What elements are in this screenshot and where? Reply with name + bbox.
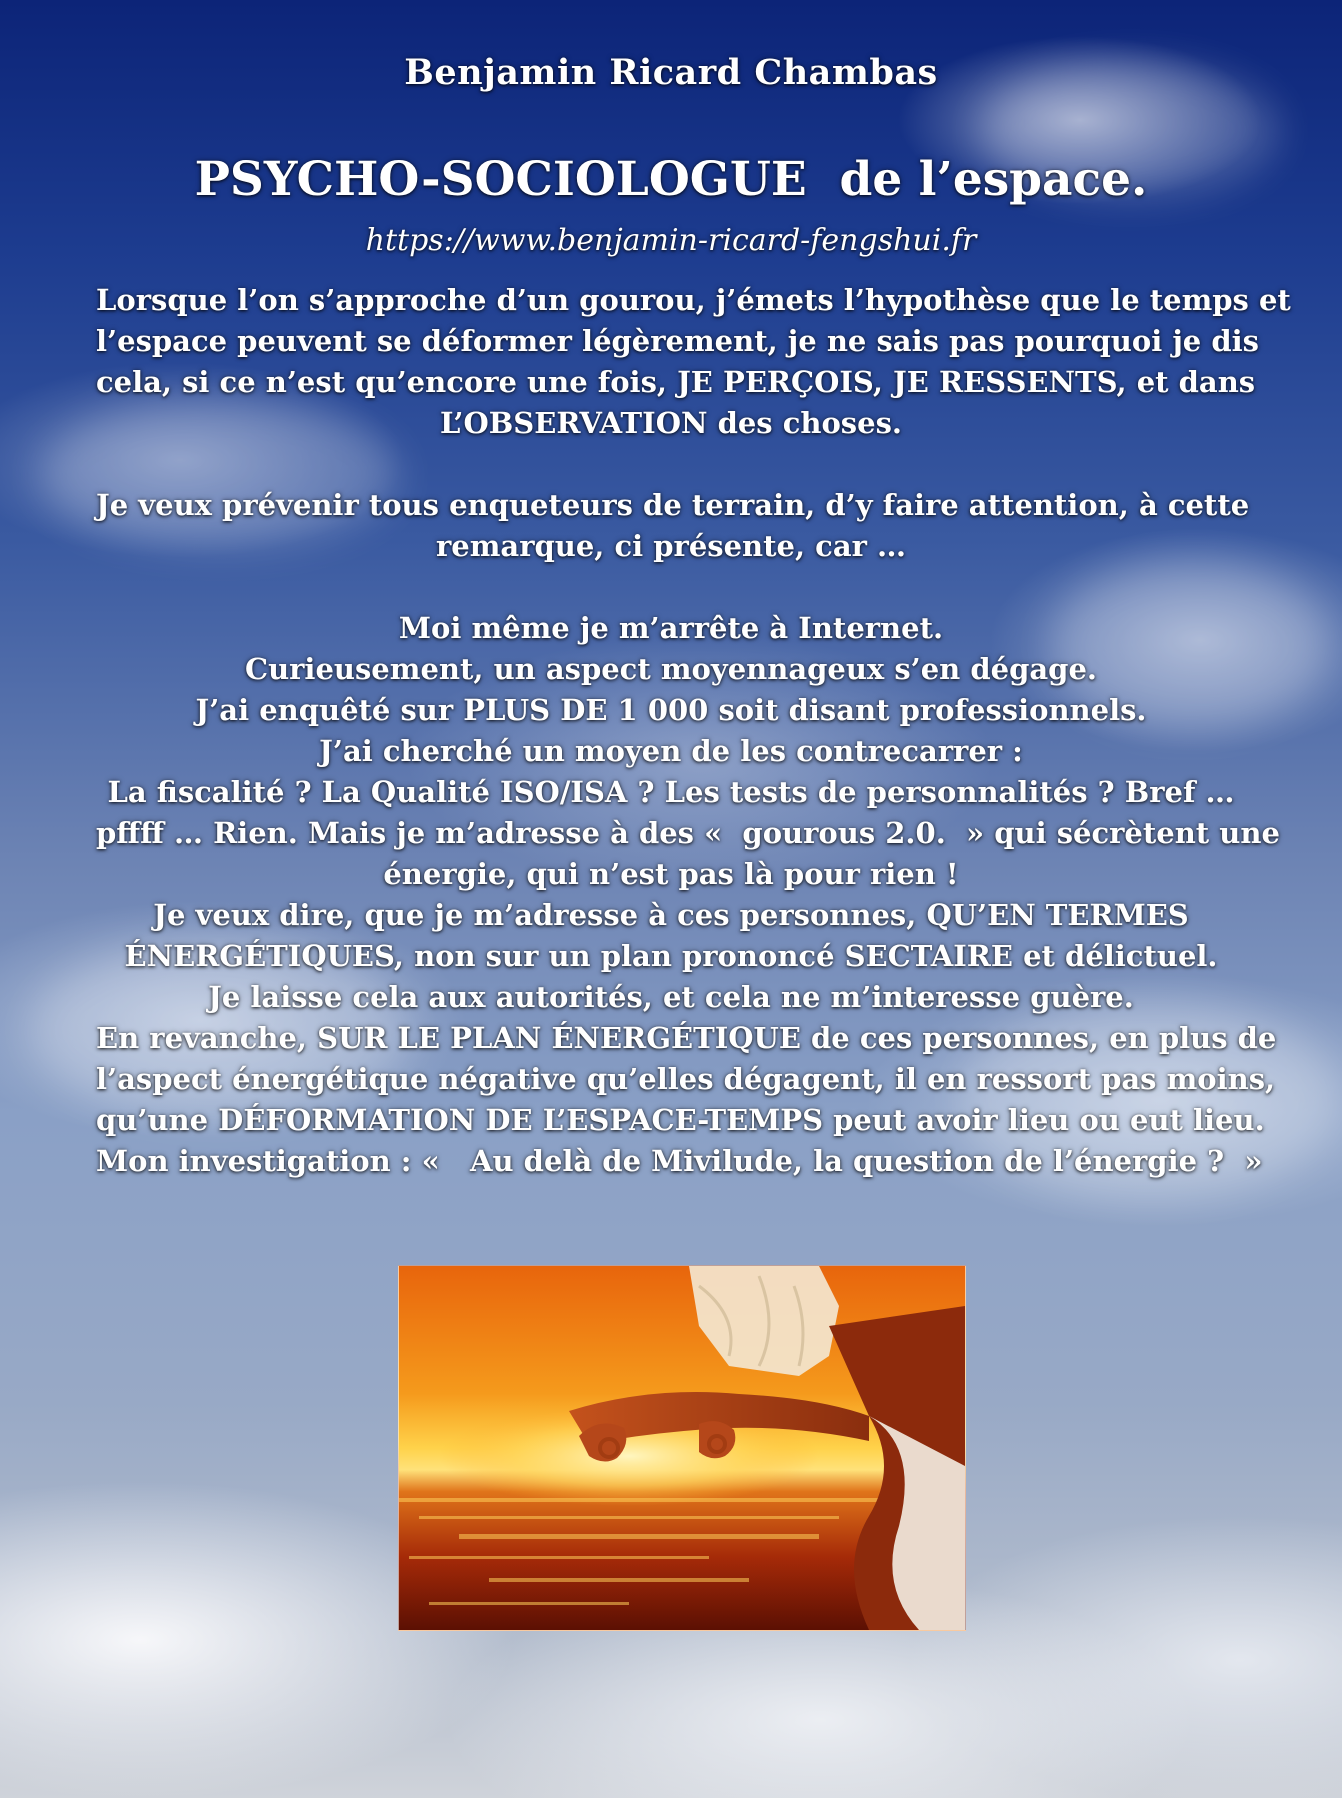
text-line: pffff … Rien. Mais je m’adresse à des « gourous 2.0. » qui sécrètent une (96, 816, 1280, 850)
text-line: Moi même je m’arrête à Internet. (398, 611, 944, 645)
page-title: PSYCHO-SOCIOLOGUE de l’espace. (194, 152, 1148, 207)
text-line: énergie, qui n’est pas là pour rien ! (383, 857, 959, 891)
meditating-hands-sunset-photo (398, 1265, 966, 1631)
text-line: l’espace peuvent se déformer légèrement, je ne sais pas pourquoi je dis (96, 324, 1259, 358)
text-line: J’ai cherché un moyen de les contrecarrer : (319, 734, 1023, 768)
paragraph-gap (96, 567, 1246, 608)
text-line: remarque, ci présente, car … (436, 529, 906, 563)
text-line: ÉNERGÉTIQUES, non sur un plan prononcé SECTAIRE et délictuel. (124, 939, 1218, 973)
author-name: Benjamin Ricard Chambas (404, 52, 938, 93)
text-line: Lorsque l’on s’approche d’un gourou, j’émets l’hypothèse que le temps et (96, 283, 1291, 317)
text-line: cela, si ce n’est qu’encore une fois, JE PERÇOIS, JE RESSENTS, et dans (96, 365, 1256, 399)
text-line: En revanche, SUR LE PLAN ÉNERGÉTIQUE de ces personnes, en plus de (96, 1021, 1277, 1055)
paragraph-gap (96, 444, 1246, 485)
text-line: Mon investigation : « Au delà de Mivilude, la question de l’énergie ? » (96, 1144, 1263, 1178)
text-line: Curieusement, un aspect moyennageux s’en dégage. (244, 652, 1097, 686)
text-line: J’ai enquêté sur PLUS DE 1 000 soit disant professionnels. (195, 693, 1147, 727)
text-line: La fiscalité ? La Qualité ISO/ISA ? Les tests de personnalités ? Bref … (107, 775, 1235, 809)
text-line: qu’une DÉFORMATION DE L’ESPACE-TEMPS peut avoir lieu ou eut lieu. (96, 1103, 1265, 1137)
body-text (96, 280, 1291, 1182)
text-line: Je veux prévenir tous enqueteurs de terrain, d’y faire attention, à cette (96, 488, 1250, 522)
text-line: Je veux dire, que je m’adresse à ces personnes, QU’EN TERMES (153, 898, 1189, 932)
text-line: Je laisse cela aux autorités, et cela ne m’interesse guère. (208, 980, 1134, 1014)
website-url: https://www.benjamin-ricard-fengshui.fr (365, 223, 977, 258)
text-line: l’aspect énergétique négative qu’elles dégagent, il en ressort pas moins, (96, 1062, 1276, 1096)
text-line: L’OBSERVATION des choses. (439, 406, 903, 440)
